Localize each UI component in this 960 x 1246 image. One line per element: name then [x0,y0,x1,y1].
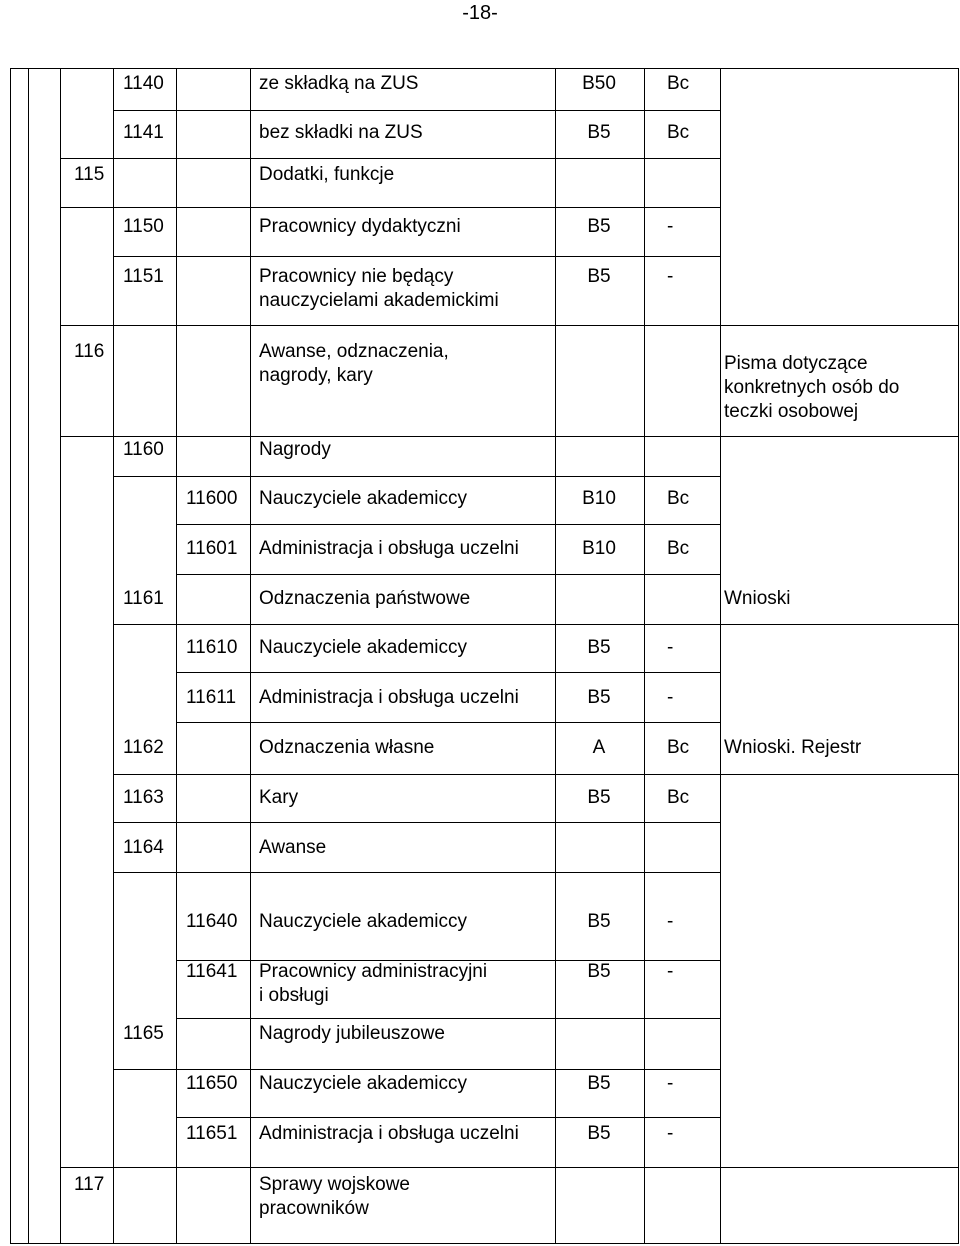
column-rule [176,68,177,1243]
description-line: Awanse [259,837,327,858]
category-primary: B10 [582,538,616,559]
description-line: Administracja i obsługa uczelni [259,538,519,559]
row-rule [10,1243,959,1244]
description-line: Nauczyciele akademiccy [259,488,468,509]
notes-line: Wnioski. Rejestr [724,737,862,758]
description-line: Kary [259,787,299,808]
category-primary: B5 [587,961,611,982]
symbol-level-1: 116 [74,341,105,362]
category-other: Bc [667,73,690,94]
row-rule [113,872,721,873]
row-rule [176,722,721,723]
row-rule [113,774,959,775]
category-other: - [667,637,674,658]
description-line: Nagrody [259,439,331,460]
category-primary: B5 [587,787,611,808]
row-rule [176,574,721,575]
row-rule [60,325,959,326]
column-rule [720,68,721,1243]
category-other: Bc [667,538,690,559]
column-rule [555,68,556,1243]
category-other: - [667,266,674,287]
row-rule [10,68,959,69]
row-rule [113,822,721,823]
description-line: nauczycielami akademickimi [259,290,499,311]
category-primary: B50 [582,73,616,94]
row-rule [60,158,721,159]
category-primary: B5 [587,266,611,287]
symbol-level-2: 1140 [123,73,164,94]
row-rule [176,672,721,673]
symbol-level-3: 11601 [186,538,238,559]
description-line: Odznaczenia własne [259,737,435,758]
category-other: - [667,911,674,932]
symbol-level-3: 11611 [186,687,237,708]
category-other: Bc [667,488,690,509]
row-rule [60,207,721,208]
description-line: Nauczyciele akademiccy [259,637,468,658]
category-other: - [667,961,674,982]
symbol-level-2: 1160 [123,439,164,460]
description-line: i obsługi [259,985,329,1006]
column-rule [113,68,114,1243]
symbol-level-2: 1150 [123,216,164,237]
symbol-level-2: 1162 [123,737,164,758]
column-rule [60,68,61,1243]
row-rule [176,524,721,525]
symbol-level-2: 1151 [123,266,164,287]
category-other: Bc [667,122,690,143]
category-primary: B5 [587,1073,611,1094]
description-line: Odznaczenia państwowe [259,588,471,609]
category-primary: B5 [587,122,611,143]
description-line: Pracownicy nie będący [259,266,454,287]
notes-line: Wnioski [724,588,791,609]
symbol-level-3: 11640 [186,911,238,932]
symbol-level-3: 11641 [186,961,238,982]
category-other: Bc [667,737,690,758]
category-primary: B10 [582,488,616,509]
category-other: Bc [667,787,690,808]
description-line: Nagrody jubileuszowe [259,1023,445,1044]
category-other: - [667,687,674,708]
description-line: Pracownicy dydaktyczni [259,216,461,237]
description-line: Nauczyciele akademiccy [259,911,468,932]
symbol-level-3: 11650 [186,1073,238,1094]
row-rule [113,624,959,625]
category-primary: B5 [587,911,611,932]
category-primary: B5 [587,687,611,708]
row-rule [113,476,721,477]
column-rule [250,68,251,1243]
description-line: Administracja i obsługa uczelni [259,1123,519,1144]
column-rule [644,68,645,1243]
row-rule [60,1167,959,1168]
symbol-level-3: 11651 [186,1123,238,1144]
row-rule [176,1018,721,1019]
category-primary: B5 [587,216,611,237]
description-line: bez składki na ZUS [259,122,423,143]
notes-line: teczki osobowej [724,401,859,422]
symbol-level-3: 11600 [186,488,238,509]
description-line: pracowników [259,1198,369,1219]
row-rule [113,110,721,111]
symbol-level-2: 1163 [123,787,164,808]
description-line: ze składką na ZUS [259,73,419,94]
category-primary: A [592,737,606,758]
category-primary: B5 [587,1123,611,1144]
symbol-level-1: 117 [74,1174,105,1195]
symbol-level-1: 115 [74,164,105,185]
row-rule [113,256,721,257]
symbol-level-2: 1141 [123,122,164,143]
notes-line: Pisma dotyczące [724,353,868,374]
description-line: Administracja i obsługa uczelni [259,687,519,708]
description-line: Sprawy wojskowe [259,1174,410,1195]
description-line: Nauczyciele akademiccy [259,1073,468,1094]
description-line: nagrody, kary [259,365,373,386]
column-rule [958,68,959,1243]
symbol-level-2: 1161 [123,588,164,609]
category-primary: B5 [587,637,611,658]
category-other: - [667,1073,674,1094]
category-other: - [667,216,674,237]
category-other: - [667,1123,674,1144]
description-line: Pracownicy administracyjni [259,961,488,982]
notes-line: konkretnych osób do [724,377,900,398]
description-line: Dodatki, funkcje [259,164,395,185]
symbol-level-2: 1165 [123,1023,164,1044]
row-rule [176,1117,721,1118]
symbol-level-3: 11610 [186,637,238,658]
column-rule [28,68,29,1243]
page-number: -18- [462,2,498,24]
column-rule [10,68,11,1243]
row-rule [113,1069,721,1070]
symbol-level-2: 1164 [123,837,164,858]
description-line: Awanse, odznaczenia, [259,341,449,362]
row-rule [60,436,959,437]
